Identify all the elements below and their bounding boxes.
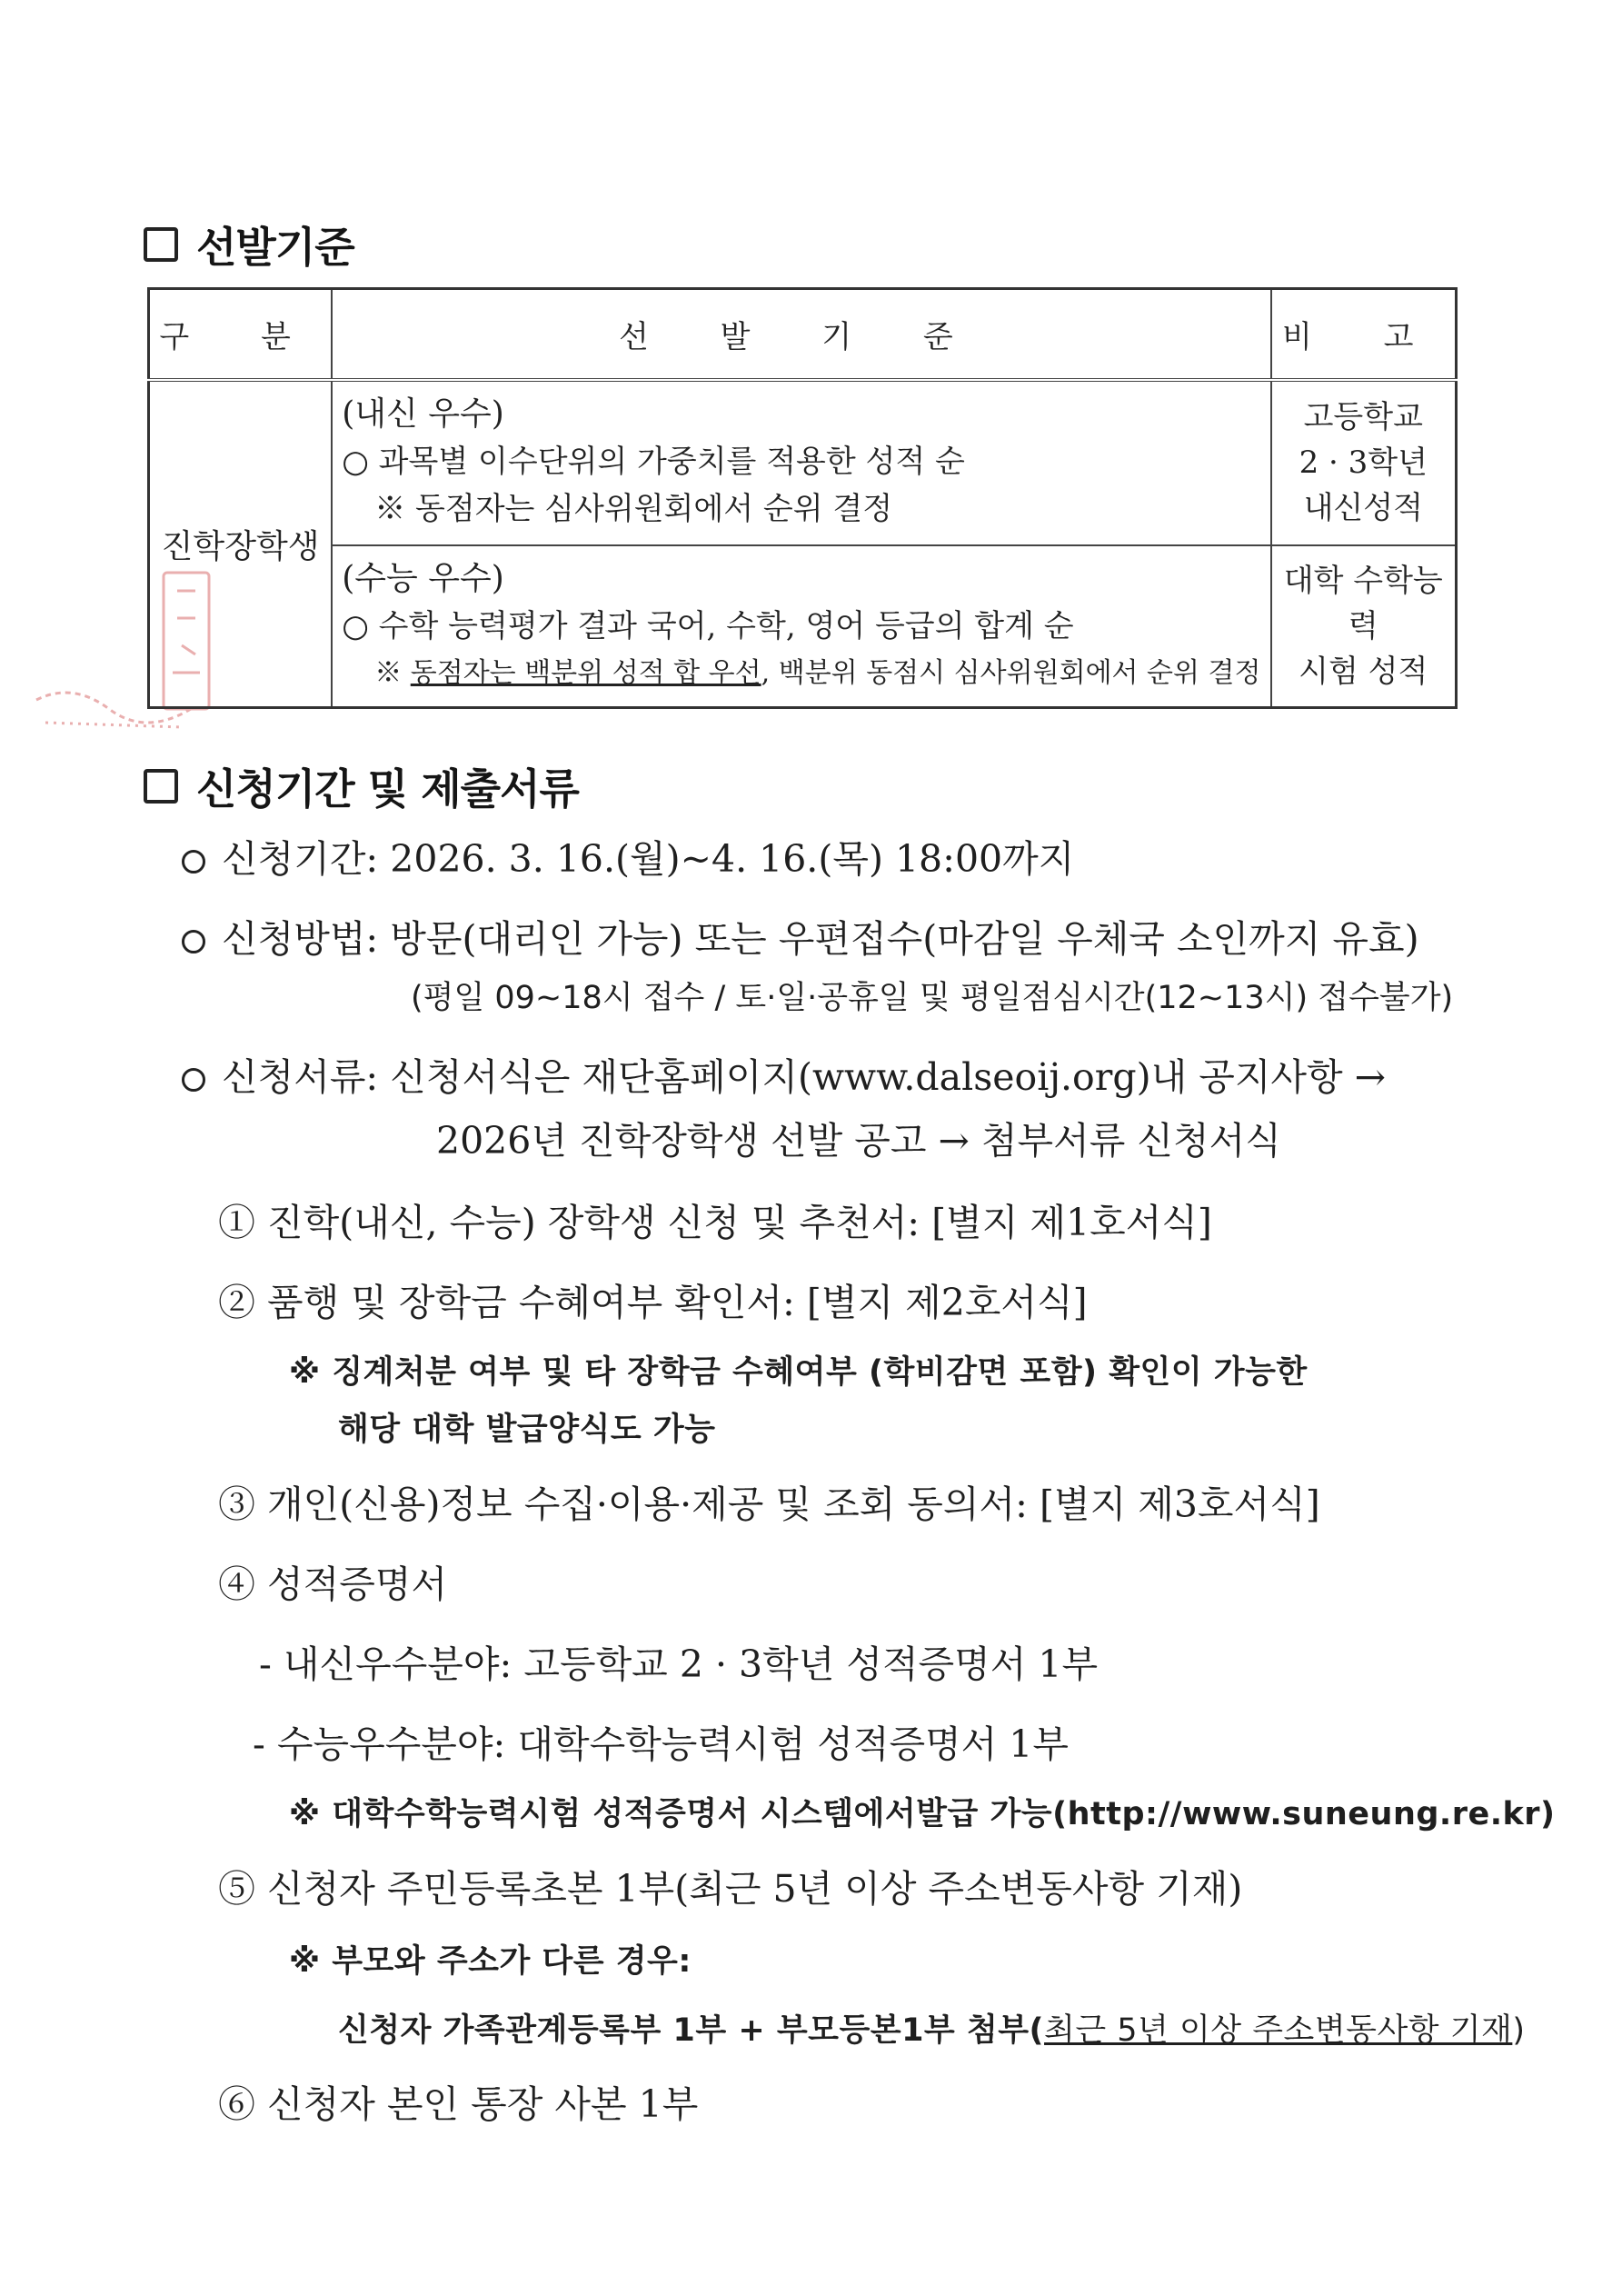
document-item-5-note: ※ 부모와 주소가 다른 경우: bbox=[289, 1943, 692, 1980]
checkbox-square-icon bbox=[144, 769, 178, 804]
document-item-2-note-cont: 해당 대학 발급양식도 가능 bbox=[338, 1412, 716, 1448]
application-method-note: (평일 09~18시 접수 / 토·일·공휴일 및 평일점심시간(12~13시) 접수불가) bbox=[411, 980, 1454, 1016]
document-item-4: ④ 성적증명서 bbox=[218, 1562, 448, 1606]
document-item-5-note-cont bbox=[338, 2005, 1526, 2051]
document-item-3: ③ 개인(신용)정보 수집·이용·제공 및 조회 동의서: [별지 제3호서식] bbox=[218, 1482, 1320, 1526]
document-item-6: ⑥ 신청자 본인 통장 사본 1부 bbox=[218, 2082, 699, 2126]
remark-cell-csat bbox=[1271, 545, 1457, 708]
remark-line: 2 · 3학년 bbox=[1299, 444, 1428, 481]
document-item-1: ① 진학(내신, 수능) 장학생 신청 및 추천서: [별지 제1호서식] bbox=[218, 1201, 1212, 1244]
criteria-note bbox=[342, 650, 1260, 697]
application-period-text: 신청기간: 2026. 3. 16.(월)~4. 16.(목) 18:00까지 bbox=[222, 837, 1075, 881]
application-period bbox=[182, 829, 1074, 883]
document-item-4a: - 내신우수분야: 고등학교 2 · 3학년 성적증명서 1부 bbox=[259, 1642, 1099, 1686]
application-method-text: 신청방법: 방문(대리인 가능) 또는 우편접수(마감일 우체국 소인까지 유효) bbox=[222, 917, 1419, 961]
document-item-2-note: ※ 징계처분 여부 및 타 장학금 수혜여부 (학비감면 포함) 확인이 가능한 bbox=[289, 1354, 1308, 1391]
criteria-note bbox=[342, 485, 1260, 533]
circle-bullet-icon bbox=[182, 850, 205, 873]
table-header-row bbox=[149, 289, 1457, 380]
remark-line: 내신성적 bbox=[1303, 490, 1423, 526]
selection-criteria-table bbox=[147, 287, 1458, 709]
remark-line: 고등학교 bbox=[1303, 399, 1423, 435]
circle-bullet-icon bbox=[182, 1068, 205, 1092]
note-text: , 백분위 동점시 심사위원회에서 순위 결정 bbox=[761, 656, 1261, 689]
table-row bbox=[149, 380, 1457, 545]
note-text: 동점자는 심사위원회에서 순위 결정 bbox=[415, 490, 893, 527]
criteria-subtitle: (수능 우수) bbox=[342, 559, 504, 597]
document-item-4b: - 수능우수분야: 대학수학능력시험 성적증명서 1부 bbox=[253, 1722, 1070, 1766]
note-text-underlined: 동점자는 백분위 성적 합 우선 bbox=[410, 656, 761, 689]
remark-cell-grades bbox=[1271, 380, 1457, 545]
table-row bbox=[149, 545, 1457, 708]
document-item-2: ② 품행 및 장학금 수혜여부 확인서: [별지 제2호서식] bbox=[218, 1281, 1088, 1324]
application-documents-cont: 2026년 진학장학생 선발 공고 → 첨부서류 신청서식 bbox=[436, 1119, 1281, 1163]
section-heading-selection-criteria bbox=[144, 215, 354, 275]
application-documents bbox=[182, 1047, 1386, 1101]
row-label-advanced-scholar: 진학장학생 bbox=[149, 380, 333, 708]
criteria-cell-grades bbox=[332, 380, 1270, 545]
remark-line: 대학 수학능력 bbox=[1283, 562, 1443, 644]
section-title: 신청기간 및 제출서류 bbox=[196, 764, 579, 814]
criteria-subtitle: (내신 우수) bbox=[342, 394, 504, 433]
note-text: ) bbox=[1512, 2012, 1526, 2049]
note-mark: ※ bbox=[374, 490, 406, 527]
criteria-line: ○ 과목별 이수단위의 가중치를 적용한 성적 순 bbox=[342, 443, 965, 480]
note-text: 신청자 가족관계등록부 1부 + 부모등본1부 첨부( bbox=[338, 2012, 1045, 2049]
criteria-cell-csat bbox=[332, 545, 1270, 708]
circle-bullet-icon bbox=[182, 930, 205, 953]
header-category: 구 분 bbox=[149, 289, 333, 380]
section-heading-application bbox=[144, 756, 579, 816]
document-item-5: ⑤ 신청자 주민등록초본 1부(최근 5년 이상 주소변동사항 기재) bbox=[218, 1867, 1243, 1911]
header-criteria: 선 발 기 준 bbox=[332, 289, 1270, 380]
note-text-underlined: 최근 5년 이상 주소변동사항 기재 bbox=[1044, 2012, 1513, 2049]
section-title: 선발기준 bbox=[196, 223, 354, 272]
application-method bbox=[182, 909, 1419, 963]
checkbox-square-icon bbox=[144, 227, 178, 262]
document-item-4-note: ※ 대학수학능력시험 성적증명서 시스템에서발급 가능(http://www.suneung.re.kr) bbox=[289, 1796, 1556, 1832]
application-documents-text: 신청서류: 신청서식은 재단홈페이지(www.dalseoij.org)내 공지사항 → bbox=[222, 1055, 1387, 1099]
criteria-line: ○ 수학 능력평가 결과 국어, 수학, 영어 등급의 합계 순 bbox=[342, 607, 1074, 644]
remark-line: 시험 성적 bbox=[1299, 653, 1428, 690]
note-mark: ※ bbox=[374, 656, 403, 689]
header-remarks: 비 고 bbox=[1271, 289, 1457, 380]
